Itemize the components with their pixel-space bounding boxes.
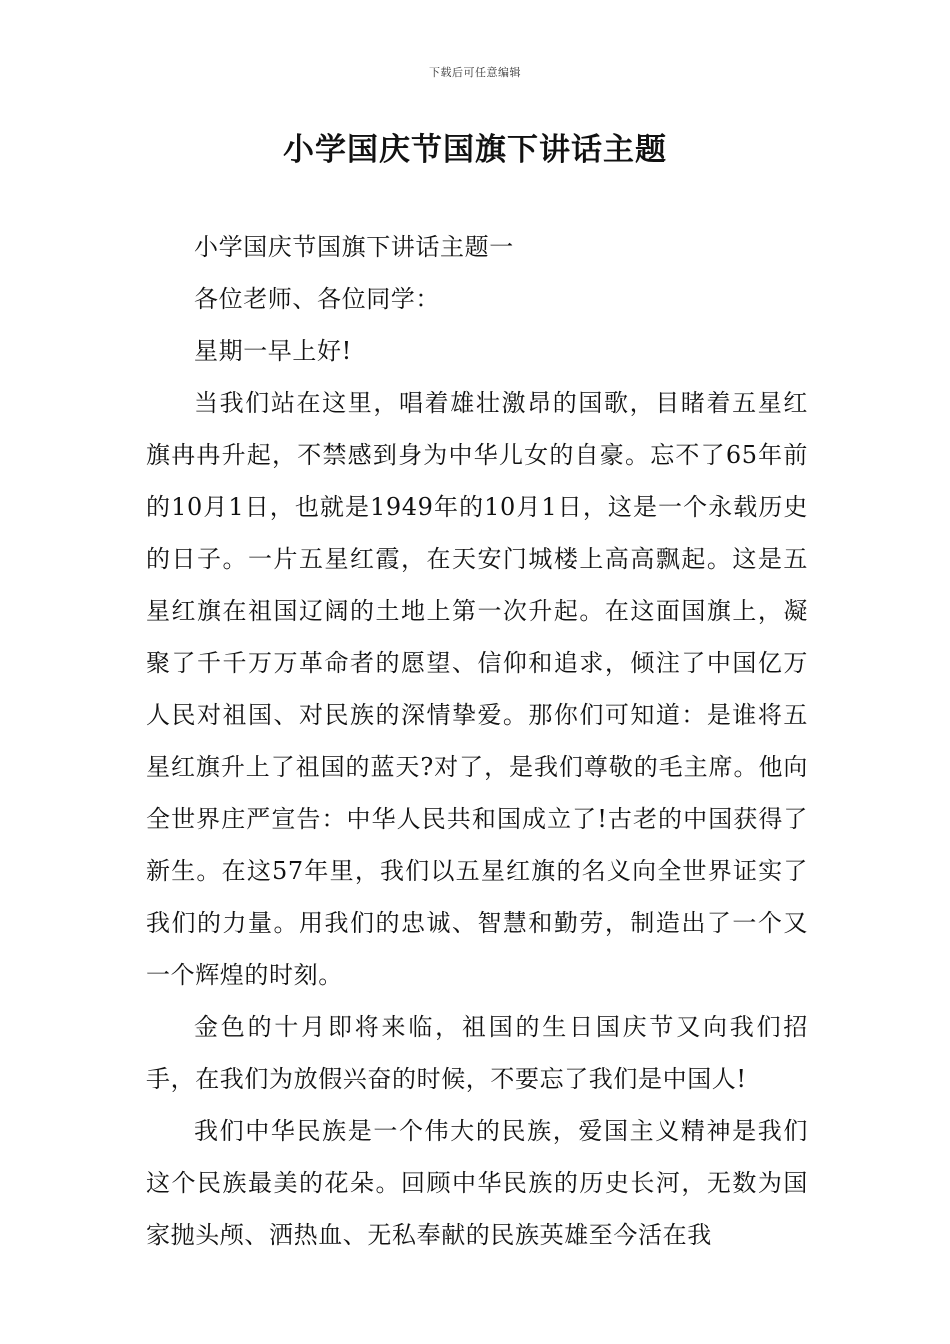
header-note: 下载后可任意编辑 <box>429 66 521 79</box>
body-paragraph: 当我们站在这里，唱着雄壮激昂的国歌，目睹着五星红旗冉冉升起，不禁感到身为中华儿女的自豪。忘不了65年前的10月1日，也就是1949年的10月1日，这是一个永载历史的日子。一片五星红霞，在天安门城楼上高高飘起。这是五星红旗在祖国辽阔的土地上第一次升起。在这面国旗上，凝聚了千千万万革命者的愿望、信仰和追求，倾注了中国亿万人民对祖国、对民族的深情挚爱。那你们可知道：是谁将五星红旗升上了祖国的蓝天?对了，是我们尊敬的毛主席。他向全世界庄严宣告：中华人民共和国成立了!古老的中国获得了新生。在这57年里，我们以五星红旗的名义向全世界证实了我们的力量。用我们的忠诚、智慧和勤劳，制造出了一个又一个辉煌的时刻。 <box>146 389 808 989</box>
greeting: 星期一早上好! <box>194 337 352 365</box>
page-title: 小学国庆节国旗下讲话主题 <box>283 132 667 168</box>
salutation: 各位老师、各位同学： <box>194 285 440 313</box>
document-body <box>146 221 808 1261</box>
subtitle-line: 小学国庆节国旗下讲话主题一 <box>194 233 514 261</box>
body-paragraph: 金色的十月即将来临，祖国的生日国庆节又向我们招手，在我们为放假兴奋的时候，不要忘了我们是中国人! <box>146 1013 808 1093</box>
body-paragraph: 我们中华民族是一个伟大的民族，爱国主义精神是我们这个民族最美的花朵。回顾中华民族的历史长河，无数为国家抛头颅、洒热血、无私奉献的民族英雄至今活在我 <box>146 1117 808 1249</box>
